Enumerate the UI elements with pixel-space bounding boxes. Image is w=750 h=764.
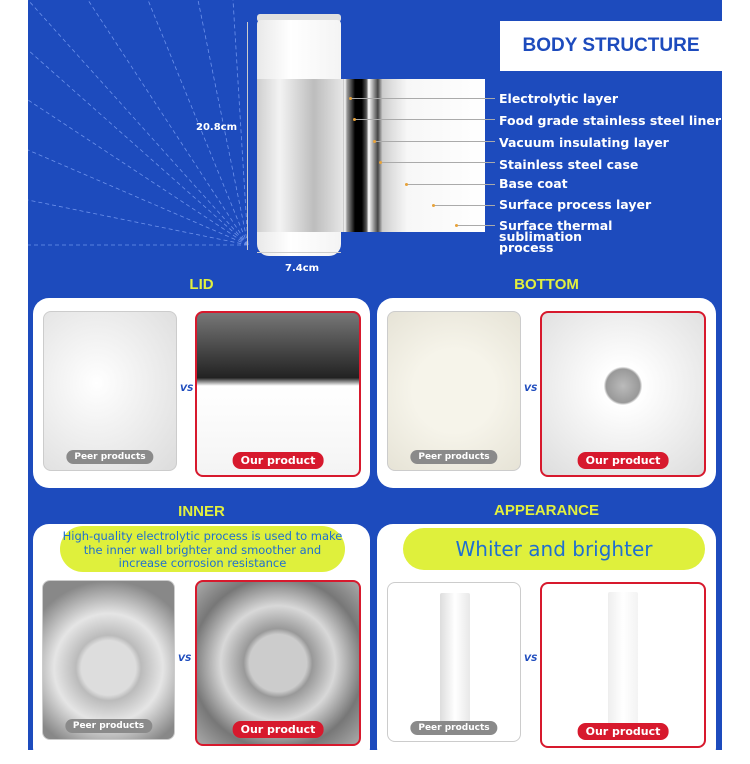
layer-label: Surface thermal sublimation process [499,218,613,255]
appearance-callout: Whiter and brighter [403,528,705,570]
layer-label: Electrolytic layer [499,91,619,106]
layer-label: Food grade stainless steel liner [499,113,721,128]
bottom-panel [377,298,716,488]
our-inner-image [195,580,361,746]
vs-label: VS [178,654,192,664]
peer-bottom-image [387,311,521,471]
vs-label: VS [524,654,538,664]
our-product-tag: Our product [233,721,324,738]
appearance-panel [377,524,716,764]
inner-title: INNER [178,503,225,520]
our-lid-image [195,311,361,477]
inner-panel [33,524,370,764]
our-product-tag: Our product [578,452,669,469]
layer-cutaway [257,79,485,232]
peer-products-tag: Peer products [66,450,153,464]
appearance-title: APPEARANCE [493,502,599,519]
peer-products-tag: Peer products [410,450,497,464]
lid-panel [33,298,370,488]
peer-products-tag: Peer products [65,719,152,733]
layer-label: Base coat [499,176,568,191]
peer-products-tag: Peer products [410,721,497,735]
layer-label: Stainless steel case [499,157,639,172]
our-bottom-image [540,311,706,477]
peer-lid-image [43,311,177,471]
our-product-tag: Our product [233,452,324,469]
vs-label: VS [180,384,194,394]
bottom-title: BOTTOM [514,276,579,293]
width-dimension: 7.4cm [285,263,320,274]
body-structure-title: BODY STRUCTURE [500,21,722,71]
peer-appearance-image [387,582,521,742]
lid-title: LID [189,276,214,293]
peer-inner-image [42,580,175,740]
our-appearance-image [540,582,706,748]
layer-label: Vacuum insulating layer [499,135,669,150]
our-product-tag: Our product [578,723,669,740]
height-dimension: 20.8cm [196,122,238,133]
vs-label: VS [524,384,538,394]
inner-callout: High-quality electrolytic process is used to make the inner wall brighter and smoother and increase corrosion resistance [60,526,345,572]
layer-label: Surface process layer [499,197,652,212]
